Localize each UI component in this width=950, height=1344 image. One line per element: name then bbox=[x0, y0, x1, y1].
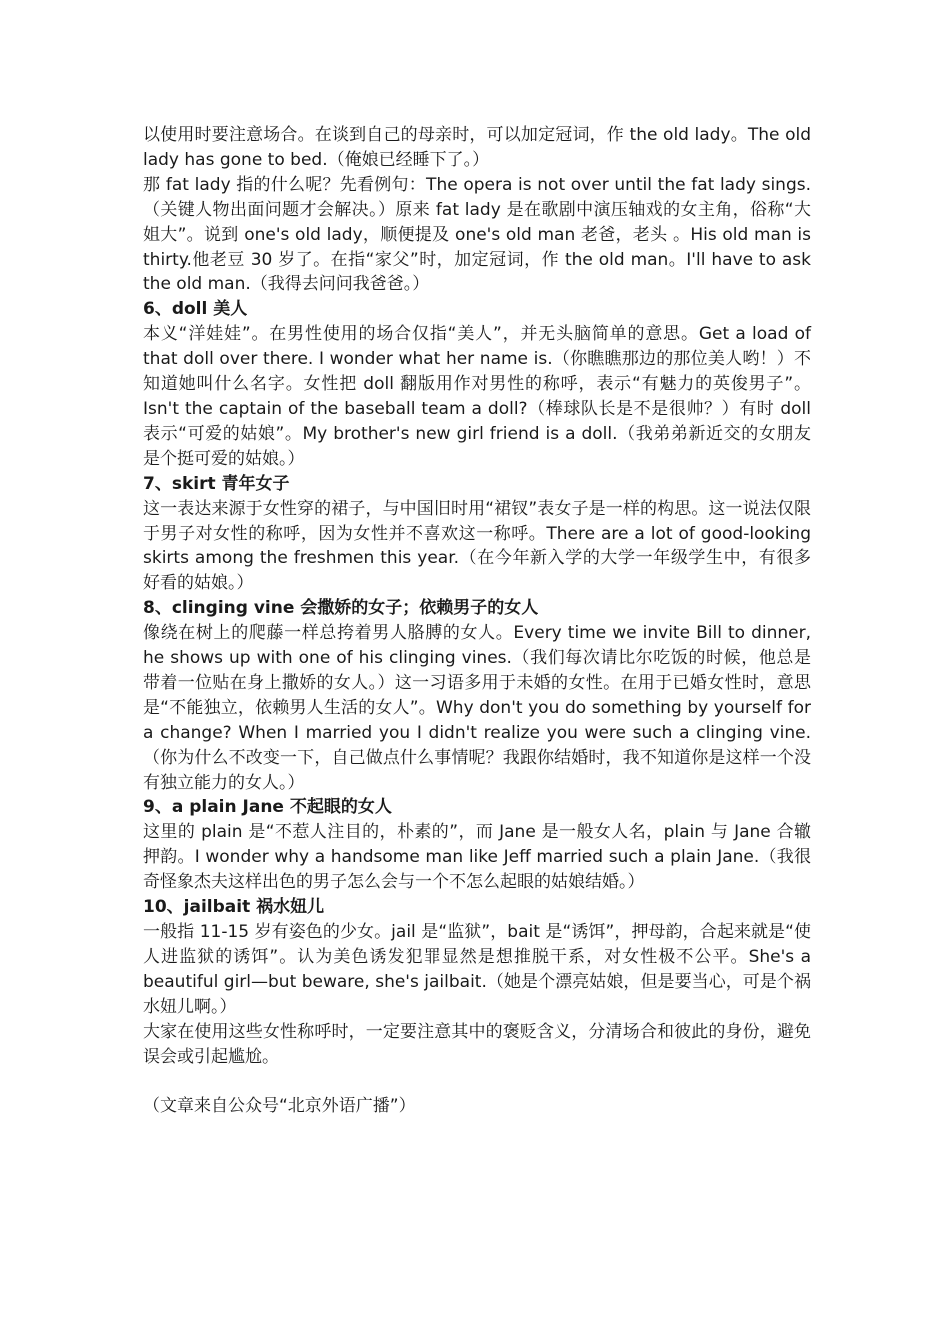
paragraph-doll: 本义“洋娃娃”。在男性使用的场合仅指“美人”，并无头脑简单的意思。Get a load of that doll over there. I wonder what her name is.（你瞧瞧那边的那位美人哟！）不知道她叫什么名字。女性把 doll 翻版用作对男性的称呼，表示“有魅力的英俊男子”。Isn't the captain of the baseball team a doll?（棒球队长是不是很帅？）有时 doll 表示“可爱的姑娘”。My brother's new girl friend is a doll.（我弟弟新近交的女朋友是个挺可爱的姑娘。） bbox=[143, 324, 811, 469]
heading-jailbait: 10、jailbait 祸水妞儿 bbox=[143, 897, 325, 918]
document-body bbox=[143, 123, 811, 1119]
paragraph-fat-lady: 那 fat lady 指的什么呢？先看例句：The opera is not over until the fat lady sings.（关键人物出面问题才会解决。）原来 fat lady 是在歌剧中演压轴戏的女主角，俗称“大姐大”。说到 one's old lady，顺便提及 one's old man 老爸，老头 。His old man is thirty.他老豆 30 岁了。在指“家父”时，加定冠词，作 the old man。I'll have to ask the old man.（我得去问问我爸爸。） bbox=[143, 174, 811, 295]
paragraph-conclusion: 大家在使用这些女性称呼时，一定要注意其中的褒贬含义，分清场合和彼此的身份，避免误会或引起尴尬。 bbox=[143, 1021, 811, 1067]
source-note: （文章来自公众号“北京外语广播”） bbox=[143, 1096, 416, 1117]
heading-clinging-vine: 8、clinging vine 会撒娇的女子；依赖男子的女人 bbox=[143, 598, 539, 619]
heading-plain-jane: 9、a plain Jane 不起眼的女人 bbox=[143, 797, 392, 818]
heading-skirt: 7、skirt 青年女子 bbox=[143, 473, 290, 494]
paragraph-skirt: 这一表达来源于女性穿的裙子，与中国旧时用“裙钗”表女子是一样的构思。这一说法仅限于男子对女性的称呼，因为女性并不喜欢这一称呼。There are a lot of good-looking skirts among the freshmen this year.（在今年新入学的大学一年级学生中，有很多好看的姑娘。） bbox=[143, 498, 811, 594]
blank-line bbox=[143, 1069, 811, 1094]
paragraph-clinging-vine: 像绕在树上的爬藤一样总挎着男人胳膊的女人。Every time we invite Bill to dinner, he shows up with one of his clinging vines.（我们每次请比尔吃饭的时候，他总是带着一位贴在身上撒娇的女人。）这一习语多用于未婚的女性。在用于已婚女性时，意思是“不能独立，依赖男人生活的女人”。Why don't you do something by yourself for a change? When I married you I didn't realize you were such a clinging vine.（你为什么不改变一下，自己做点什么事情呢？我跟你结婚时，我不知道你是这样一个没有独立能力的女人。） bbox=[143, 623, 811, 793]
paragraph-plain-jane: 这里的 plain 是“不惹人注目的，朴素的”，而 Jane 是一般女人名，plain 与 Jane 合辙押韵。I wonder why a handsome man like Jeff married such a plain Jane.（我很奇怪象杰夫这样出色的男子怎么会与一个不怎么起眼的姑娘结婚。） bbox=[143, 822, 811, 893]
heading-doll: 6、doll 美人 bbox=[143, 299, 248, 320]
paragraph-jailbait: 一般指 11-15 岁有姿色的少女。jail 是“监狱”，bait 是“诱饵”，押母韵，合起来就是“使人进监狱的诱饵”。认为美色诱发犯罪显然是想推脱干系，对女性极不公平。She's a beautiful girl—but beware, she's jailbait.（她是个漂亮姑娘，但是要当心，可是个祸水妞儿啊。） bbox=[143, 922, 811, 1017]
paragraph-old-lady: 以使用时要注意场合。在谈到自己的母亲时，可以加定冠词，作 the old lady。The old lady has gone to bed.（俺娘已经睡下了。） bbox=[143, 125, 811, 170]
